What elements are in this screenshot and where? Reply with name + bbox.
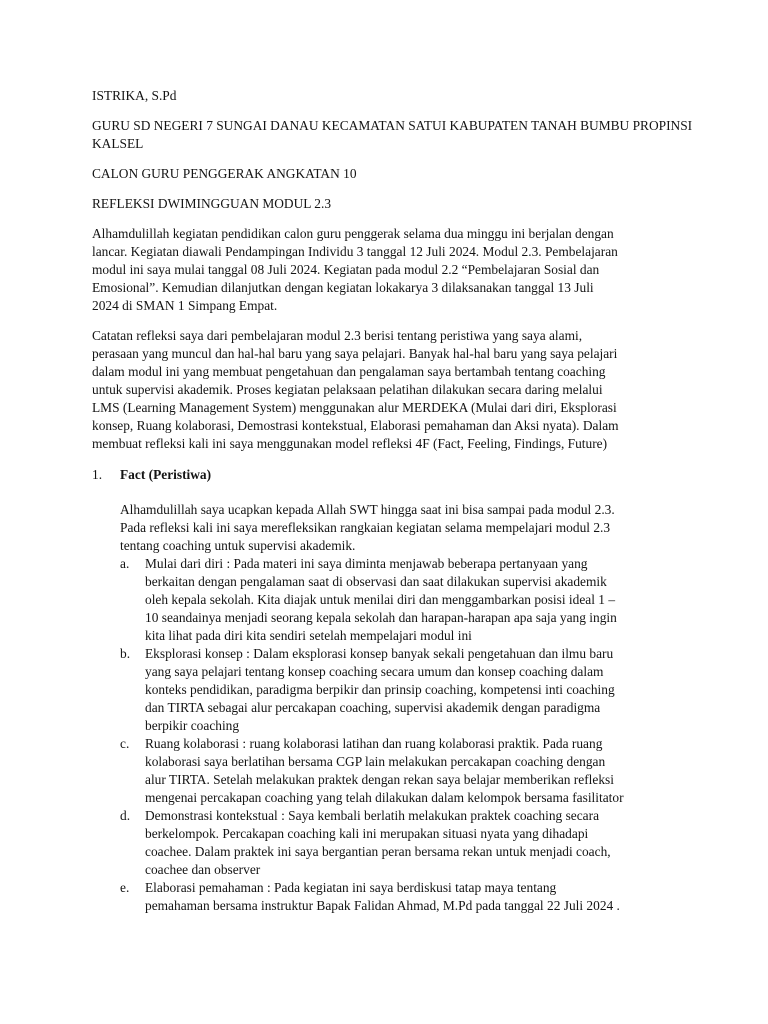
paragraph-line: Emosional”. Kemudian dilanjutkan dengan kegiatan lokakarya 3 dilaksanakan tanggal 13 Juli [92, 280, 594, 295]
paragraph-line: Catatan refleksi saya dari pembelajaran modul 2.3 berisi tentang peristiwa yang saya alami, [92, 328, 583, 343]
paragraph-line: lancar. Kegiatan diawali Pendampingan Individu 3 tanggal 12 Juli 2024. Modul 2.3. Pembelajaran [92, 244, 618, 259]
list-line: coachee. Dalam praktek ini saya bergantian peran bersama rekan untuk menjadi coach, [145, 844, 611, 859]
paragraph-line: modul ini saya mulai tanggal 08 Juli 2024. Kegiatan pada modul 2.2 “Pembelajaran Sosial dan [92, 262, 600, 277]
paragraph-line: membuat refleksi kali ini saya menggunakan model refleksi 4F (Fact, Feeling, Findings, Future) [92, 436, 608, 451]
paragraph-line: tentang coaching untuk supervisi akademik. [120, 538, 356, 553]
program-line: CALON GURU PENGGERAK ANGKATAN 10 [92, 166, 357, 181]
paragraph-line: konsep, Ruang kolaborasi, Demostrasi kontekstual, Elaborasi pemahaman dan Aksi nyata). Dalam [92, 418, 619, 433]
school-line-1: GURU SD NEGERI 7 SUNGAI DANAU KECAMATAN SATUI KABUPATEN TANAH BUMBU PROPINSI [92, 118, 693, 133]
school-line-2: KALSEL [92, 136, 144, 151]
list-letter: d. [120, 808, 131, 823]
list-line: pemahaman bersama instruktur Bapak Falidan Ahmad, M.Pd pada tanggal 22 Juli 2024 . [145, 898, 620, 913]
list-line: Elaborasi pemahaman : Pada kegiatan ini saya berdiskusi tatap maya tentang [145, 880, 557, 895]
list-line: berpikir coaching [145, 718, 240, 733]
author-name: ISTRIKA, S.Pd [92, 88, 177, 103]
list-line: berkaitan dengan pengalaman saat di observasi dan saat dilakukan supervisi akademik [145, 574, 607, 589]
list-line: dan TIRTA sebagai alur percakapan coaching, supervisi akademik dengan paradigma [145, 700, 601, 715]
list-line: oleh kepala sekolah. Kita diajak untuk menilai diri dan menggambarkan posisi ideal 1 – [145, 592, 616, 607]
paragraph-line: Alhamdulillah kegiatan pendidikan calon guru penggerak selama dua minggu ini berjalan dengan [92, 226, 614, 241]
list-line: Demonstrasi kontekstual : Saya kembali berlatih melakukan praktek coaching secara [145, 808, 600, 823]
section-number: 1. [92, 467, 103, 482]
list-line: kita lihat pada diri kita sendiri setelah mempelajari modul ini [145, 628, 472, 643]
list-line: coachee dan observer [145, 862, 261, 877]
paragraph-line: untuk supervisi akademik. Proses kegiatan pelaksaan pelatihan dilakukan secara daring melalui [92, 382, 603, 397]
list-line: Eksplorasi konsep : Dalam eksplorasi konsep banyak sekali pengetahuan dan ilmu baru [145, 646, 614, 661]
list-letter: c. [120, 736, 130, 751]
list-line: alur TIRTA. Setelah melakukan praktek dengan rekan saya belajar memberikan refleksi [145, 772, 614, 787]
list-line: 10 seandainya menjadi seorang kepala sekolah dan harapan-harapan apa saja yang ingin [145, 610, 617, 625]
paragraph-line: Pada refleksi kali ini saya merefleksikan rangkaian kegiatan selama mempelajari modul 2.3 [120, 520, 611, 535]
paragraph-line: LMS (Learning Management System) menggunakan alur MERDEKA (Mulai dari diri, Eksplorasi [92, 400, 617, 415]
list-letter: b. [120, 646, 131, 661]
list-line: mengenai percakapan coaching yang telah dilakukan dalam kelompok bersama fasilitator [145, 790, 624, 805]
list-line: yang saya pelajari tentang konsep coaching secara umum dan konsep coaching dalam [145, 664, 604, 679]
list-line: konteks pendidikan, paradigma berpikir dan prinsip coaching, kompetensi inti coaching [145, 682, 615, 697]
list-line: Mulai dari diri : Pada materi ini saya diminta menjawab beberapa pertanyaan yang [145, 556, 588, 571]
list-line: kolaborasi saya berlatihan bersama CGP lain melakukan percakapan coaching dengan [145, 754, 606, 769]
section-heading: Fact (Peristiwa) [120, 467, 212, 482]
list-line: berkelompok. Percakapan coaching kali ini merupakan situasi nyata yang dihadapi [145, 826, 589, 841]
paragraph-line: perasaan yang muncul dan hal-hal baru yang saya pelajari. Banyak hal-hal baru yang saya pelajari [92, 346, 618, 361]
document-title: REFLEKSI DWIMINGGUAN MODUL 2.3 [92, 196, 332, 211]
paragraph-line: Alhamdulillah saya ucapkan kepada Allah SWT hingga saat ini bisa sampai pada modul 2.3. [120, 502, 615, 517]
list-letter: e. [120, 880, 130, 895]
paragraph-line: 2024 di SMAN 1 Simpang Empat. [92, 298, 278, 313]
paragraph-line: dalam modul ini yang membuat pengetahuan dan pengalaman saya bertambah tentang coaching [92, 364, 606, 379]
list-letter: a. [120, 556, 130, 571]
list-line: Ruang kolaborasi : ruang kolaborasi latihan dan ruang kolaborasi praktik. Pada ruang [145, 736, 603, 751]
